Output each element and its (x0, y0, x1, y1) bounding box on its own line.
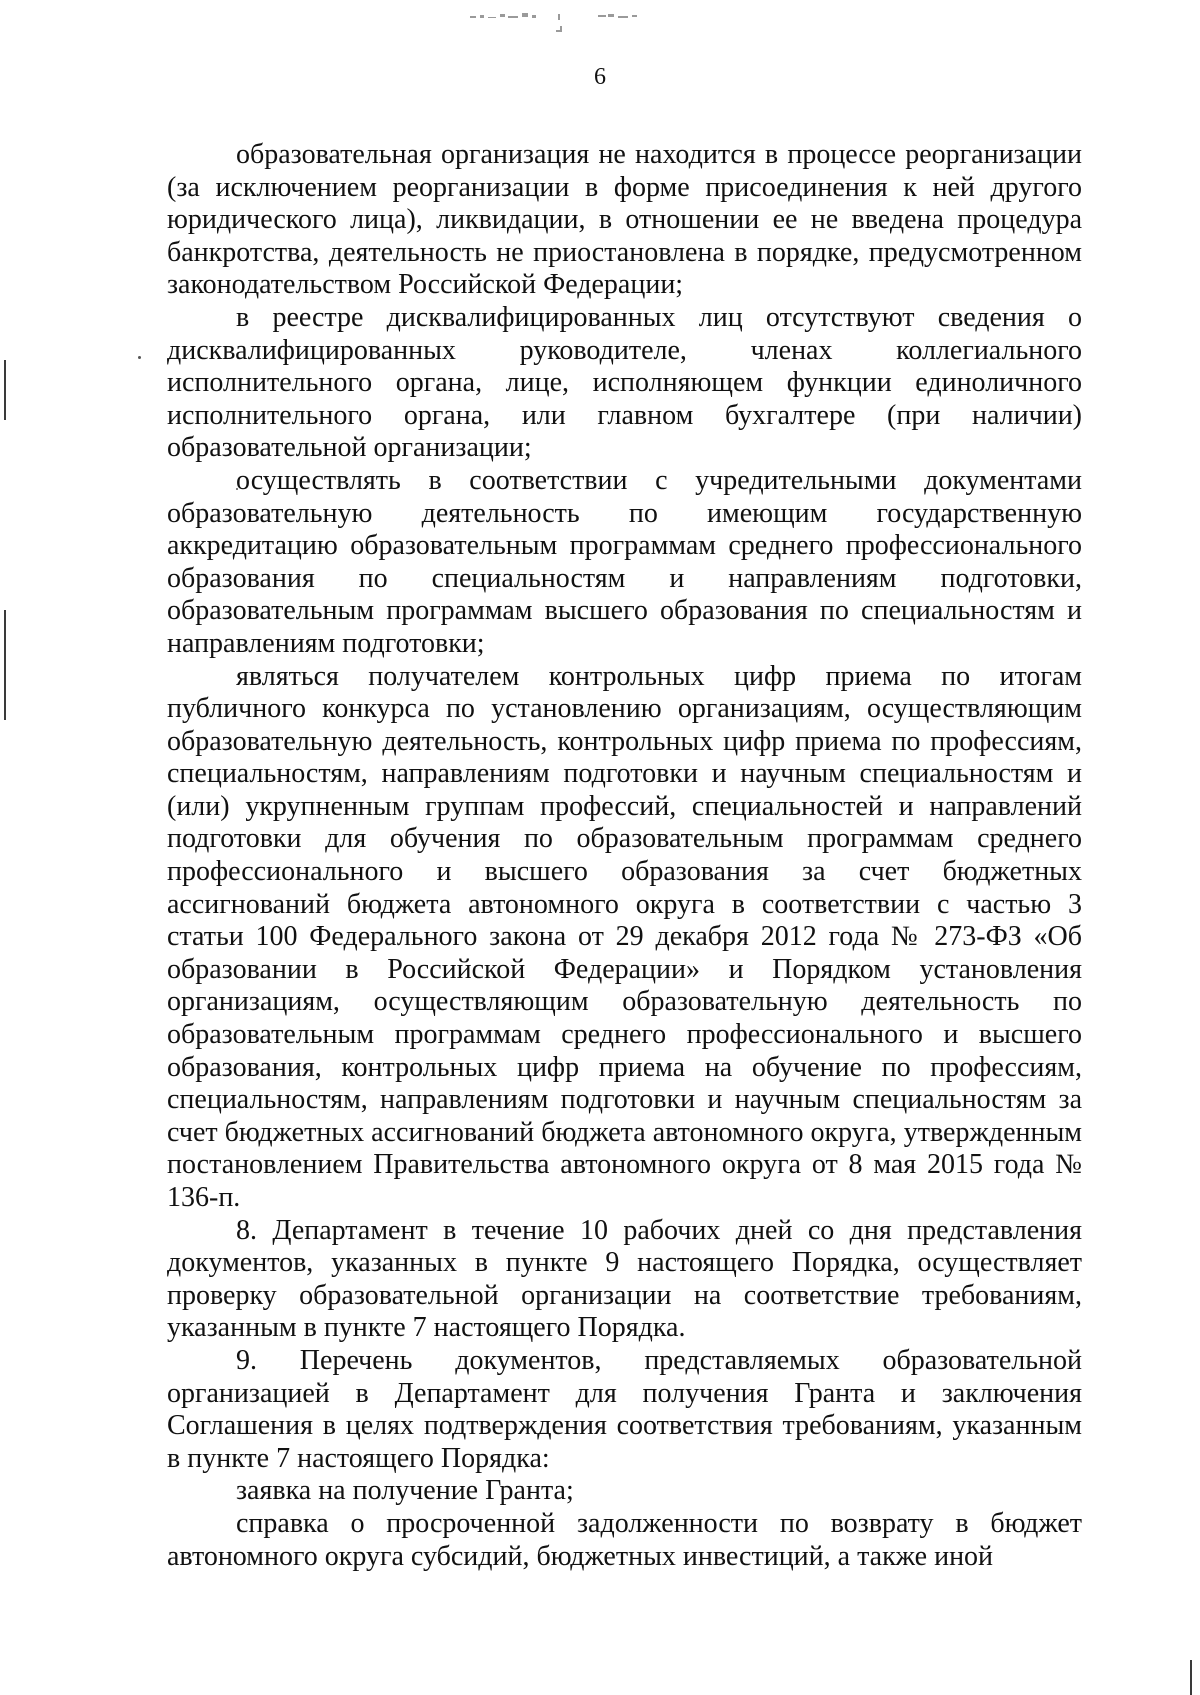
paragraph: образовательная организация не находится в процессе реорганизации (за исключением реорганизации в форме присоединения к ней другого юридического лица), ликвидации, в отношении ее не введена процедура банкротства, деятельность не приостановлена в порядке, предусмотренном законодательством Российской Федерации; (167, 139, 1082, 301)
document-body (167, 139, 1082, 1573)
paragraph: заявка на получение Гранта; (236, 1475, 574, 1507)
scan-edge-line (4, 610, 6, 720)
paragraph-item-8: 8. Департамент в течение 10 рабочих дней со дня представления документов, указанных в пункте 9 настоящего Порядка, осуществляет проверку образовательной организации на соответствие требованиям, указанным в пункте 7 настоящего Порядка. (167, 1214, 1082, 1344)
scan-edge-line (1190, 1660, 1192, 1695)
scan-dot (138, 356, 141, 359)
scan-edge-line (4, 360, 6, 420)
paragraph: являться получателем контрольных цифр приема по итогам публичного конкурса по установлению организациям, осуществляющим образовательную деятельность, контрольных цифр приема по профессиям, специальностям, направлениям подготовки и научным специальностям и (или) укрупненным группам профессий, специальностей и направлений подготовки для обучения по образовательным программам среднего профессионального и высшего образования за счет бюджетных ассигнований бюджета автономного округа в соответствии с частью 3 статьи 100 Федерального закона от 29 декабря 2012 года № 273-ФЗ «Об образовании в Российской Федерации» и Порядком установления организациям, осуществляющим образовательную деятельность по образовательным программам среднего профессионального и высшего образования, контрольных цифр приема на обучение по профессиям, специальностям, направлениям подготовки и научным специальностям за счет бюджетных ассигнований бюджета автономного округа, утвержденным постановлением Правительства автономного округа от 8 мая 2015 года № 136-п. (167, 660, 1082, 1213)
page-number: 6 (594, 64, 606, 90)
paragraph: осуществлять в соответствии с учредительными документами образовательную деятельность по имеющим государственную аккредитацию образовательным программам среднего профессионального образования по специальностям и направлениям подготовки, образовательным программам высшего образования по специальностям и направлениям подготовки; (167, 464, 1082, 659)
paragraph-item-9: 9. Перечень документов, представляемых образовательной организацией в Департамент для получения Гранта и заключения Соглашения в целях подтверждения соответствия требованиям, указанным в пункте 7 настоящего Порядка: (167, 1344, 1082, 1474)
scan-artifact (468, 6, 718, 38)
paragraph: в реестре дисквалифицированных лиц отсутствуют сведения о дисквалифицированных руководителе, членах коллегиального исполнительного органа, лице, исполняющем функции единоличного исполнительного органа, или главном бухгалтере (при наличии) образовательной организации; (167, 301, 1082, 464)
paragraph: справка о просроченной задолженности по возврату в бюджет автономного округа субсидий, бюджетных инвестиций, а также иной (167, 1507, 1082, 1572)
